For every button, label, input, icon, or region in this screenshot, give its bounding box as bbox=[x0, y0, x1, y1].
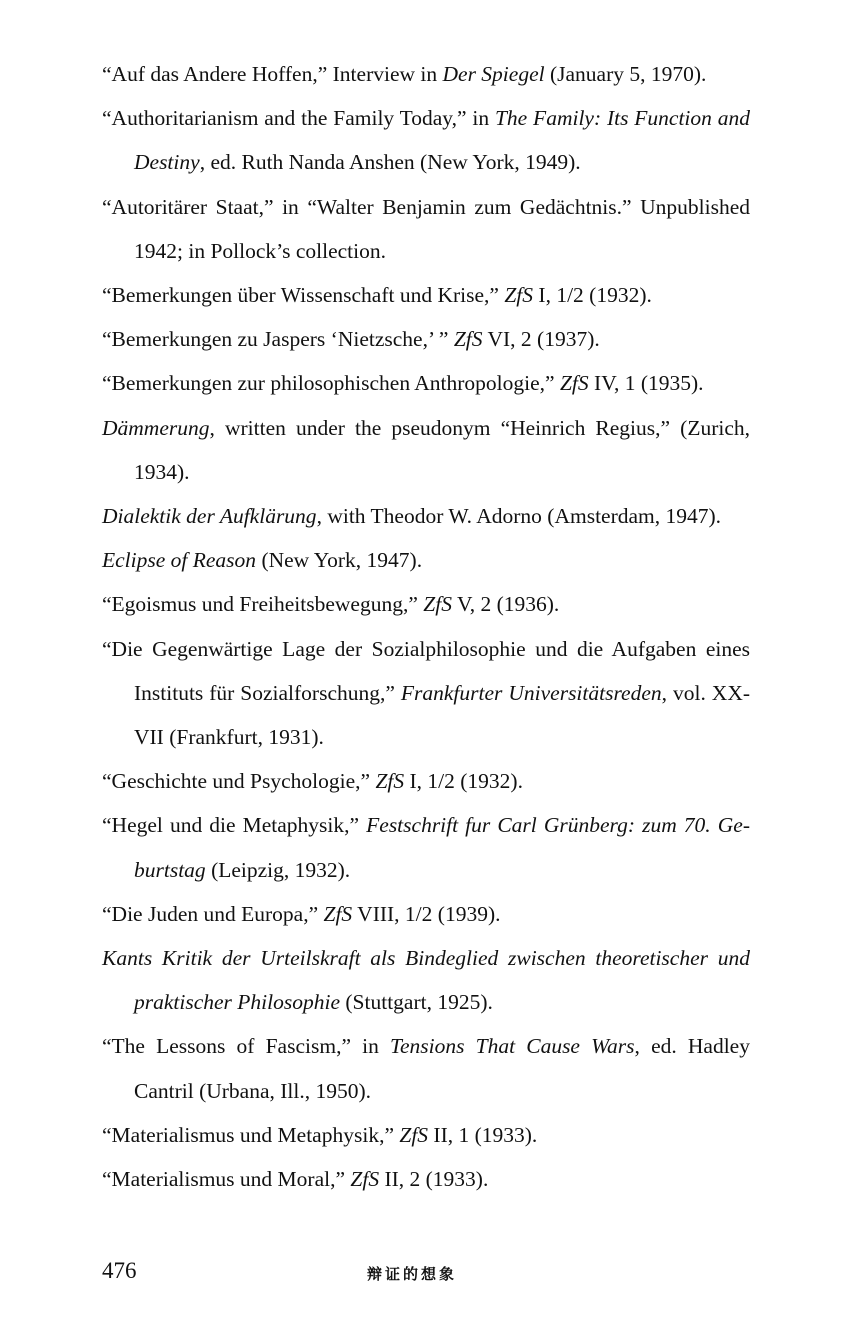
italic-title: Dialektik der Aufklärung bbox=[102, 504, 317, 529]
entry-text: “Bemerkungen zu Jaspers ‘Nietzsche,’ ” bbox=[102, 327, 454, 352]
entry-text: “The Lessons of Fascism,” in bbox=[102, 1034, 391, 1059]
entry-text: I, 1/2 (1932). bbox=[533, 283, 652, 308]
italic-title: Frankfurter Universitätsreden bbox=[400, 680, 662, 705]
bibliography-entry bbox=[102, 406, 750, 494]
italic-title: Kants Kritik der Urteilskraft als Bindeglied zwischen theoretischer und praktischer Philosophie bbox=[102, 946, 750, 1015]
italic-title: Tensions That Cause Wars bbox=[390, 1034, 635, 1059]
bibliography-entry bbox=[102, 759, 750, 803]
bibliography-entry bbox=[102, 361, 750, 405]
italic-title: ZfS bbox=[504, 283, 534, 308]
entry-text: (Leipzig, 1932). bbox=[205, 857, 351, 882]
italic-title: Festschrift fur Carl Grünberg: zum 70. Geburtstag bbox=[134, 813, 750, 882]
italic-title: ZfS bbox=[423, 592, 452, 617]
bibliography-entry bbox=[102, 317, 750, 361]
entry-text: , vol. XXVII (Frankfurt, 1931). bbox=[134, 680, 751, 750]
bibliography-entry bbox=[102, 803, 750, 891]
bibliography-entry bbox=[102, 273, 750, 317]
bibliography-entry bbox=[102, 52, 750, 96]
bibliography-entry bbox=[102, 1024, 750, 1112]
entry-text: “Materialismus und Moral,” bbox=[102, 1167, 351, 1192]
entry-text: “Authoritarianism and the Family Today,” in bbox=[102, 106, 495, 131]
italic-title: ZfS bbox=[559, 371, 589, 396]
entry-text: “Die Juden und Europa,” bbox=[102, 901, 324, 926]
entry-text: , with Theodor W. Adorno (Amsterdam, 1947). bbox=[316, 504, 722, 529]
bibliography-entry bbox=[102, 185, 750, 273]
entry-text: , ed. Hadley Cantril (Urbana, Ill., 1950). bbox=[134, 1034, 750, 1103]
entry-text: (New York, 1947). bbox=[256, 548, 423, 573]
entry-text: , ed. Ruth Nanda Anshen (New York, 1949). bbox=[199, 150, 581, 175]
entry-text: IV, 1 (1935). bbox=[588, 371, 704, 396]
italic-title: ZfS bbox=[350, 1167, 380, 1192]
entry-text: VIII, 1/2 (1939). bbox=[352, 901, 501, 926]
bibliography-entry bbox=[102, 627, 750, 760]
entry-text: VI, 2 (1937). bbox=[482, 327, 600, 352]
bibliography-entry bbox=[102, 1113, 750, 1157]
italic-title: ZfS bbox=[399, 1122, 429, 1147]
entry-text: “Egoismus und Freiheitsbewegung,” bbox=[102, 592, 424, 617]
entry-text: (January 5, 1970). bbox=[544, 62, 707, 86]
entry-text: “Hegel und die Metaphysik,” bbox=[102, 813, 367, 838]
entry-text: , written under the pseudonym “Heinrich Regius,” (Zurich, 1934). bbox=[134, 415, 750, 484]
entry-text: “Die Gegenwärtige Lage der Sozialphilosophie und die Aufgaben eines Instituts für Sozialforschung,” bbox=[102, 636, 750, 705]
page-footer bbox=[102, 1258, 749, 1288]
bibliography-list bbox=[102, 52, 750, 1201]
bibliography-entry bbox=[102, 96, 750, 184]
italic-title: Dämmerung bbox=[102, 415, 210, 440]
bibliography-entry bbox=[102, 582, 750, 626]
bibliography-entry bbox=[102, 892, 750, 936]
entry-text: “Geschichte und Psychologie,” bbox=[102, 769, 376, 794]
entry-text: II, 1 (1933). bbox=[428, 1122, 538, 1147]
entry-text: (Stuttgart, 1925). bbox=[340, 990, 493, 1015]
entry-text: “Autoritärer Staat,” in “Walter Benjamin zum Gedächtnis.” Unpublished 1942; in Pollock’s collection. bbox=[102, 194, 750, 263]
bibliography-entry bbox=[102, 1157, 750, 1201]
running-title: 辩证的想象 bbox=[367, 1265, 458, 1283]
italic-title: ZfS bbox=[323, 901, 353, 926]
italic-title: Eclipse of Reason bbox=[102, 548, 257, 573]
entry-text: “Auf das Andere Hoffen,” Interview in bbox=[102, 62, 443, 86]
page-number: 476 bbox=[102, 1258, 137, 1283]
italic-title: ZfS bbox=[375, 769, 405, 794]
italic-title: Der Spiegel bbox=[442, 62, 545, 86]
entry-text: I, 1/2 (1932). bbox=[404, 769, 523, 794]
entry-text: “Bemerkungen zur philosophischen Anthropologie,” bbox=[102, 371, 560, 396]
italic-title: The Family: Its Function and Destiny bbox=[134, 106, 750, 175]
italic-title: ZfS bbox=[453, 327, 483, 352]
entry-text: II, 2 (1933). bbox=[379, 1167, 489, 1192]
bibliography-entry bbox=[102, 538, 750, 582]
entry-text: “Bemerkungen über Wissenschaft und Krise,” bbox=[102, 283, 505, 308]
bibliography-entry bbox=[102, 936, 750, 1024]
bibliography-entry bbox=[102, 494, 750, 538]
entry-text: “Materialismus und Metaphysik,” bbox=[102, 1122, 400, 1147]
entry-text: V, 2 (1936). bbox=[451, 592, 560, 617]
